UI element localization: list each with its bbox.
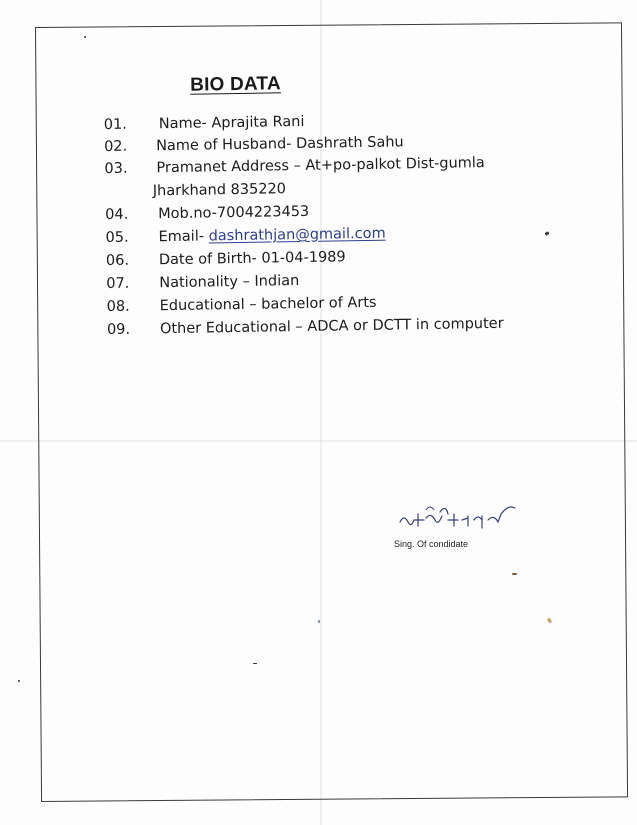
scan-speck [253,663,257,664]
entry-number: 02. [104,138,128,156]
entry-text: Other Educational – ADCA or DCTT in computer [159,315,504,338]
entry-text: Name- Aprajita Rani [158,113,305,133]
entry-text: Name of Husband- Dashrath Sahu [156,134,404,155]
entry-number: 04. [105,206,129,224]
scan-speck [84,36,86,38]
entry-number: 06. [105,252,130,270]
entry-number: 08. [106,298,130,316]
entry-number: 09. [106,321,131,339]
entry-number: 01. [103,116,127,134]
entry-text: Pramanet Address – At+po-palkot Dist-gumla [156,155,485,177]
handwritten-signature [396,500,520,534]
entry-text: Educational – bachelor of Arts [159,294,377,315]
scan-speck [318,620,320,623]
entry-text: Nationality – Indian [159,273,300,292]
entry-number: 05. [105,229,129,247]
scan-speck [512,573,517,575]
document-title: BIO DATA [190,73,281,96]
entry-text: Mob.no-7004223453 [158,203,310,223]
entry-text: Date of Birth- 01-04-1989 [158,249,346,269]
signature-caption: Sing. Of condidate [394,539,469,549]
scan-speck [18,680,20,682]
email-label: Email- [158,228,209,246]
entry-text: Jharkhand 835220 [152,181,287,200]
entry-text [158,226,385,246]
entry-number: 03. [104,160,128,178]
entry-number: 07. [106,275,130,293]
email-link[interactable]: dashrathjan@gmail.com [208,225,386,245]
